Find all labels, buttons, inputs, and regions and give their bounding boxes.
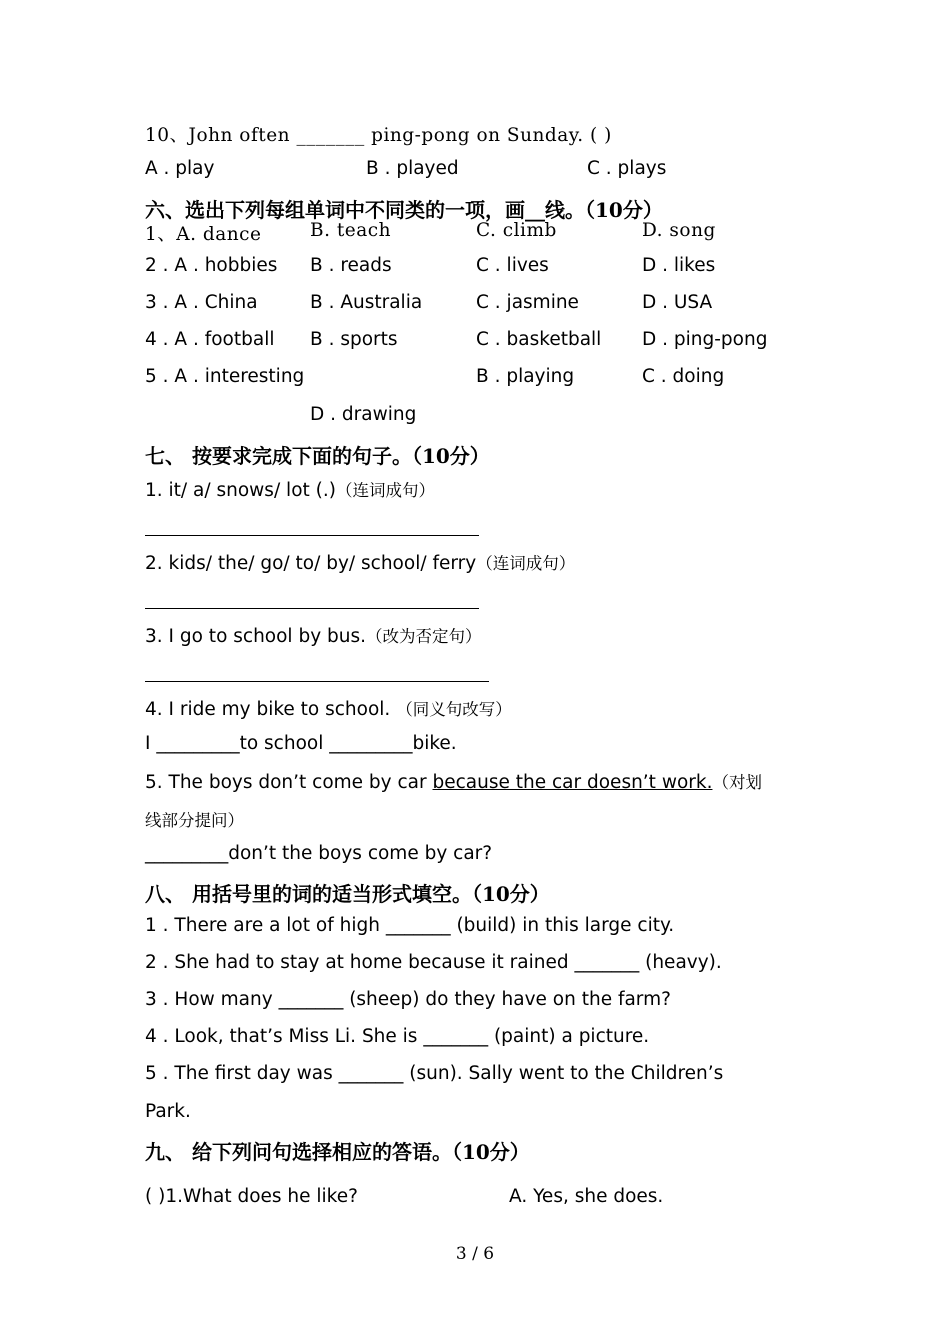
s6-row4-c: C . basketball <box>476 329 602 350</box>
s7-item-3 <box>145 623 482 647</box>
page-number: 3 / 6 <box>455 1244 495 1264</box>
s6-row5-c: B . playing <box>476 366 575 387</box>
section-8-heading: 八、 用括号里的词的适当形式填空。（10分） <box>145 882 550 906</box>
s7-item-5-instruction-cont: 线部分提问） <box>145 811 244 830</box>
s9-question-1: ( )1.What does he like? <box>145 1186 358 1207</box>
s6-row4-b: B . sports <box>310 329 398 350</box>
s6-row3-c: C . jasmine <box>476 292 579 313</box>
answer-line-2 <box>145 608 479 609</box>
s7-item-1 <box>145 477 435 501</box>
s9-answer-a: A. Yes, she does. <box>509 1186 664 1207</box>
s7-item-5-answer: _________don’t the boys come by car? <box>145 843 493 864</box>
section-9-heading: 九、 给下列问句选择相应的答语。（10分） <box>145 1140 530 1164</box>
s8-item-5-cont: Park. <box>145 1101 191 1122</box>
s6-row4-d: D . ping-pong <box>642 329 768 350</box>
s7-item-4-instruction: （同义句改写） <box>396 700 512 719</box>
s6-row1-c: C. climb <box>476 220 557 241</box>
s7-item-1-text: 1. it/ a/ snows/ lot (.) <box>145 480 336 501</box>
s6-row2-a: 2 . A . hobbies <box>145 255 278 276</box>
s8-item-5: 5 . The first day was _______ (sun). Sally went to the Children’s <box>145 1063 724 1084</box>
q10-option-b: B . played <box>366 158 459 179</box>
s6-row1-b: B. teach <box>310 220 392 241</box>
s7-item-4-text: 4. I ride my bike to school. <box>145 699 397 720</box>
s6-row2-d: D . likes <box>642 255 716 276</box>
section-6-heading: 六、选出下列每组单词中不同类的一项，画__线。（10分） <box>145 198 663 222</box>
s6-row5-d: C . doing <box>642 366 725 387</box>
s7-item-5-underlined: because the car doesn’t work. <box>432 772 713 793</box>
s8-item-4: 4 . Look, that’s Miss Li. She is _______ (paint) a picture. <box>145 1026 650 1047</box>
s7-item-2 <box>145 550 575 574</box>
q10-option-a: A . play <box>145 158 215 179</box>
s6-row4-a: 4 . A . football <box>145 329 275 350</box>
s7-item-4 <box>145 696 512 720</box>
answer-line-3 <box>145 681 489 682</box>
s7-item-3-instruction: （改为否定句） <box>366 627 482 646</box>
s6-row2-b: B . reads <box>310 255 392 276</box>
s7-item-3-text: 3. I go to school by bus. <box>145 626 367 647</box>
s6-row1-d: D. song <box>642 220 716 241</box>
section-7-heading: 七、 按要求完成下面的句子。（10分） <box>145 444 490 468</box>
s6-row5-extra: D . drawing <box>310 404 417 425</box>
s7-item-4-answer: I _________to school _________bike. <box>145 733 457 754</box>
q10-option-c: C . plays <box>587 158 667 179</box>
s8-item-3: 3 . How many _______ (sheep) do they have on the farm? <box>145 989 671 1010</box>
s7-item-2-instruction: （连词成句） <box>476 554 576 573</box>
s7-item-2-text: 2. kids/ the/ go/ to/ by/ school/ ferry <box>145 553 477 574</box>
s8-item-2: 2 . She had to stay at home because it rained _______ (heavy). <box>145 952 722 973</box>
question-10: 10、John often _______ ping-pong on Sunday. ( ) <box>145 125 612 146</box>
s7-item-5-instruction: （对划 <box>712 773 762 792</box>
s7-item-5-text: 5. The boys don’t come by car <box>145 772 433 793</box>
s7-item-1-instruction: （连词成句） <box>335 481 435 500</box>
s7-item-5 <box>145 769 762 793</box>
s6-row3-a: 3 . A . China <box>145 292 258 313</box>
s8-item-1: 1 . There are a lot of high _______ (build) in this large city. <box>145 915 675 936</box>
answer-line-1 <box>145 535 479 536</box>
s6-row3-d: D . USA <box>642 292 713 313</box>
s6-row1-a: 1、A. dance <box>145 224 262 245</box>
s6-row5-a: 5 . A . interesting <box>145 366 305 387</box>
s6-row2-c: C . lives <box>476 255 549 276</box>
s6-row3-b: B . Australia <box>310 292 423 313</box>
